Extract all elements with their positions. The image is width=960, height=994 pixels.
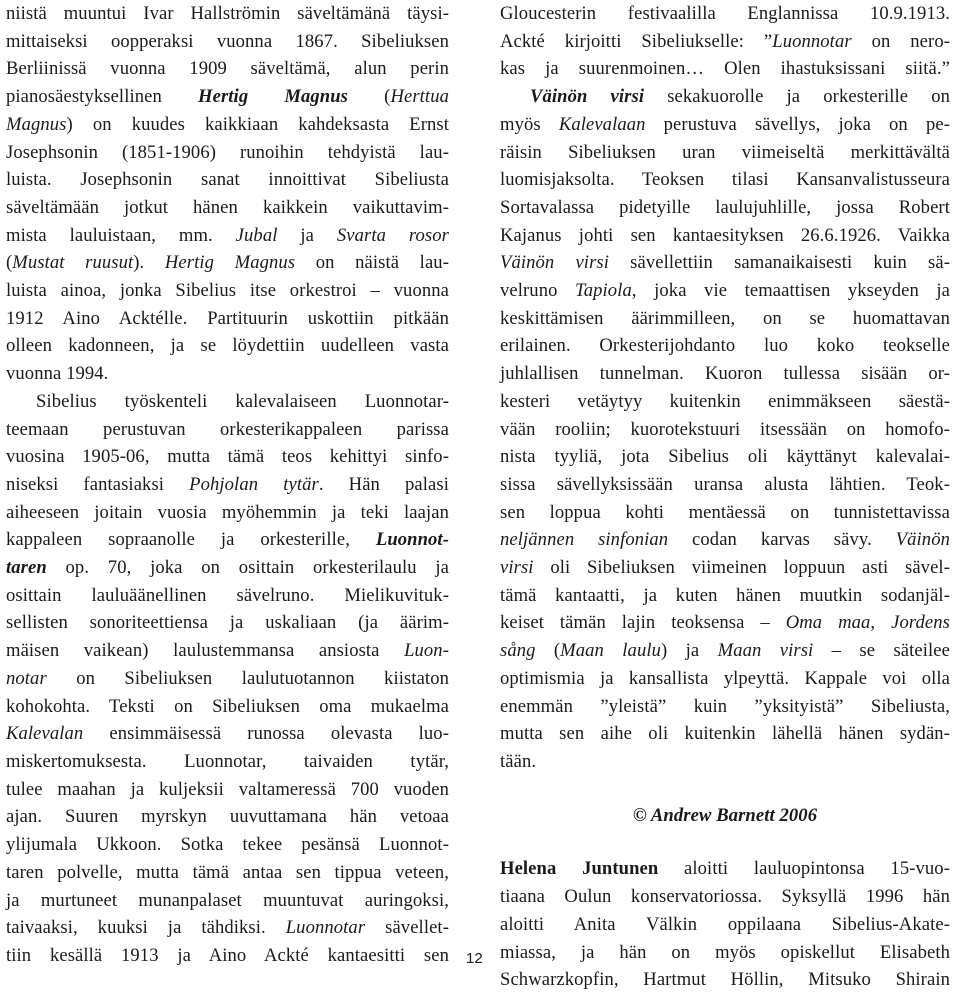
text-run: Väinön virsi	[530, 86, 645, 108]
text-run: ) ja	[661, 640, 718, 662]
text-line	[6, 720, 449, 748]
text-line	[500, 222, 950, 250]
text-line	[6, 582, 449, 610]
text-run: – se säteilee	[813, 640, 950, 662]
text-line	[500, 693, 950, 721]
text-run: ).	[133, 252, 165, 274]
text-run: nista tyyliä, jota Sibelius oli käyttänyt kalevalai-	[500, 446, 950, 468]
right-column	[500, 0, 950, 994]
text-line	[500, 388, 950, 416]
text-line	[500, 499, 950, 527]
text-line	[6, 554, 449, 582]
text-line	[6, 471, 449, 499]
text-line	[6, 139, 449, 167]
text-run: Oma maa	[785, 612, 871, 634]
text-run: velruno	[500, 280, 576, 302]
text-run: olleen kadonneen, ja se löydettiin uudelleen vasta	[6, 335, 449, 357]
text-line	[500, 665, 950, 693]
text-run: perustuva sävellys, joka on pe-	[645, 113, 950, 135]
text-line	[6, 776, 449, 804]
text-run: codan karvas sävy.	[668, 529, 896, 551]
text-run: Väinön	[895, 529, 950, 551]
text-line	[6, 194, 449, 222]
text-run: mutta sen aihe oli kuitenkin lähellä hänen sydän-	[500, 723, 950, 745]
text-run: Luon-	[404, 640, 449, 662]
text-run: on nero-	[851, 30, 951, 52]
text-run: kappaleen sopraanolle ja orkesterille,	[6, 529, 376, 551]
text-line	[6, 609, 449, 637]
text-line	[500, 883, 950, 911]
text-line	[6, 693, 449, 721]
text-run: Berliinissä vuonna 1909 säveltämä, alun perin	[6, 58, 449, 80]
text-run: tiaana Oulun konservatoriossa. Syksyllä 1996 hän	[500, 886, 950, 908]
text-run: kohokohta. Teksti on Sibeliuksen oma mukaelma	[6, 695, 449, 717]
text-line	[500, 855, 950, 883]
text-run: aloitti Anita Välkin oppilaana Sibelius-Akate-	[500, 913, 950, 935]
text-run: neljännen sinfonian	[500, 529, 669, 551]
text-line	[6, 360, 449, 388]
text-line	[500, 55, 950, 83]
text-line	[500, 582, 950, 610]
text-run: tulee maahan ja kuljeksii valtameressä 700 vuoden	[6, 778, 449, 800]
text-run: Magnus	[6, 113, 67, 135]
text-line	[500, 416, 950, 444]
text-run: juhlallisen tunnelman. Kuoron tullessa sisään or-	[500, 363, 950, 385]
text-run: sävellettiin samanaikaisesti kuin sä-	[609, 252, 950, 274]
text-run: Kalevalan	[6, 723, 84, 745]
text-line	[6, 332, 449, 360]
text-line	[6, 416, 449, 444]
text-run: Svarta rosor	[336, 224, 449, 246]
text-run: ja murtuneet munanpalaset muuntuvat auringoksi,	[6, 889, 449, 911]
text-run: sekakuorolle ja orkesterille on	[644, 86, 950, 108]
text-run: , joka vie temaattisen ykseyden ja	[631, 280, 950, 302]
text-run: miskertomuksesta. Luonnotar, taivaiden tytär,	[6, 750, 449, 772]
text-line	[500, 277, 950, 305]
text-line	[6, 111, 449, 139]
text-run: Väinön virsi	[500, 252, 610, 274]
text-line	[6, 388, 449, 416]
text-run: sen loppua kohti mentäessä on tunnistettavissa	[500, 501, 950, 523]
text-run: sävellet-	[365, 917, 449, 939]
text-run: vuosina 1905-06, mutta tämä teos kehittyi sinfo-	[6, 446, 449, 468]
text-run: Hertig Magnus	[164, 252, 296, 274]
text-run: oli Sibeliuksen viimeinen loppuun asti sävel-	[533, 557, 950, 579]
text-run: niistä muuntui Ivar Hallströmin säveltämänä täysi-	[6, 3, 449, 24]
text-run: (	[348, 86, 391, 108]
text-run: sång	[500, 640, 536, 662]
text-line	[6, 526, 449, 554]
text-run: mista lauluistaan, mm.	[6, 224, 236, 246]
text-line	[6, 803, 449, 831]
text-run: . Hän palasi	[318, 473, 449, 495]
text-line	[6, 499, 449, 527]
text-line	[6, 277, 449, 305]
text-line	[500, 966, 950, 994]
text-run: Herttua	[390, 86, 449, 108]
text-line	[500, 720, 950, 748]
text-run: luista. Josephsonin sanat innoittivat Sibeliusta	[6, 169, 449, 191]
text-run: vuonna 1994.	[6, 363, 109, 385]
text-line	[500, 166, 950, 194]
text-line	[500, 0, 950, 28]
text-line	[6, 28, 449, 56]
text-run: taren polvelle, mutta tämä antaa sen tippua veteen,	[6, 861, 449, 883]
text-run: op. 70, joka on osittain orkesterilaulu ja	[46, 557, 449, 579]
spacer	[500, 829, 950, 855]
text-line	[500, 637, 950, 665]
text-line	[500, 609, 950, 637]
text-line	[500, 305, 950, 333]
text-line	[500, 194, 950, 222]
text-run: ) on kuudes kaikkiaan kahdeksasta Ernst	[66, 113, 449, 135]
text-run: Josephsonin (1851-1906) runoihin tehdyistä lau-	[6, 141, 449, 163]
text-run: keiset tämän lajin teoksensa –	[500, 612, 786, 634]
spacer	[500, 776, 950, 802]
right-column-text	[500, 0, 950, 776]
text-run: Ackté kirjoitti Sibeliukselle: ”	[500, 30, 773, 52]
text-run: Kalevalaan	[558, 113, 646, 135]
text-line	[6, 859, 449, 887]
text-run: keskittämisen äärimmilleen, on se huomattavan	[500, 307, 950, 329]
text-run: erilainen. Orkesterijohdanto luo koko teokselle	[500, 335, 950, 357]
text-run: aloitti lauluopintonsa 15-vuo-	[658, 858, 950, 880]
text-line	[500, 28, 950, 56]
text-run: Sortavalassa pidetyille laulujuhlille, jossa Robert	[500, 196, 950, 218]
text-line	[6, 55, 449, 83]
text-run: on Sibeliuksen laulutuotannon kiistaton	[46, 667, 449, 689]
text-run: Mustat ruusut	[12, 252, 134, 274]
text-run: Luonnotar	[772, 30, 852, 52]
page-number: 12	[466, 950, 483, 967]
text-line	[6, 443, 449, 471]
text-line	[500, 526, 950, 554]
text-run: vään rooliin; kuorotekstuuri itsessään on homofo-	[500, 418, 950, 440]
text-line	[500, 748, 950, 776]
text-run: Tapiola	[575, 280, 632, 302]
text-line	[6, 914, 449, 942]
text-run: Sibelius työskenteli kalevalaiseen Luonnotar-	[36, 390, 449, 412]
text-line	[6, 0, 449, 28]
text-run: ja	[277, 224, 337, 246]
text-run: luista ainoa, jonka Sibelius itse orkestroi – vuonna	[6, 280, 449, 302]
text-run: taivaaksi, kuuksi ja tähdiksi.	[6, 917, 286, 939]
text-line	[6, 887, 449, 915]
text-run: taren	[6, 557, 47, 579]
left-column	[6, 0, 449, 970]
copyright-credit: © Andrew Barnett 2006	[632, 804, 818, 826]
text-run: niseksi fantasiaksi	[6, 473, 190, 495]
text-run: notar	[6, 667, 47, 689]
text-line	[500, 554, 950, 582]
text-run: Maan laulu	[560, 640, 662, 662]
text-run: optimismia ja kansallista ylpeyttä. Kappale voi olla	[500, 667, 950, 689]
text-run: tään.	[500, 750, 537, 772]
text-run: (	[6, 252, 13, 274]
text-run: Jordens	[891, 612, 950, 634]
text-run: teemaan perustuvan orkesterikappaleen parissa	[6, 418, 449, 440]
text-line	[500, 443, 950, 471]
text-run: Pohjolan tytär	[189, 473, 319, 495]
text-line	[500, 83, 950, 111]
text-run: ,	[870, 612, 892, 634]
text-line	[500, 939, 950, 967]
text-run: mäisen vaikean) laulustemmansa ansiosta	[6, 640, 405, 662]
text-line	[500, 111, 950, 139]
text-line	[6, 748, 449, 776]
text-run: Gloucesterin festivaalilla Englannissa 10.9.1913.	[500, 3, 950, 24]
text-run: luomisjaksolta. Teoksen tilasi Kansanvalistusseura	[500, 169, 950, 191]
text-run: mittaiseksi oopperaksi vuonna 1867. Sibeliuksen	[6, 30, 449, 52]
text-line	[500, 360, 950, 388]
text-run: kas ja suurenmoinen… Olen ihastuksissani siitä.”	[500, 58, 950, 80]
text-run: sellisten sonoriteettiensa ja uskaliaan (ja äärim-	[6, 612, 449, 634]
text-run: Kajanus johti sen kantaesityksen 26.6.1926. Vaikka	[500, 224, 950, 246]
text-run: Hertig Magnus	[198, 86, 349, 108]
text-line	[500, 911, 950, 939]
text-run: kesteri vetäytyy kuitenkin enimmäkseen säestä-	[500, 390, 950, 412]
text-run: Jubal	[235, 224, 278, 246]
text-line	[6, 637, 449, 665]
text-line	[6, 249, 449, 277]
text-line	[6, 305, 449, 333]
text-run: ajan. Suuren myrskyn uuvuttamana hän vetoaa	[6, 806, 449, 828]
text-run: tiin kesällä 1913 ja Aino Ackté kantaesitti sen	[6, 944, 449, 966]
text-run: Schwarzkopfin, Hartmut Höllin, Mitsuko Shirain	[500, 969, 950, 991]
text-run: Luonnot-	[375, 529, 449, 551]
text-run: miassa, ja hän on myös opiskellut Elisabeth	[500, 941, 950, 963]
biography-text	[500, 855, 950, 994]
text-line	[6, 942, 449, 970]
text-run: tämä kantaatti, ja kuten hänen muutkin sodanjäl-	[500, 584, 950, 606]
text-run: virsi	[500, 557, 534, 579]
text-line	[6, 83, 449, 111]
text-run: sissa sävellyksissään uransa alusta lähtien. Teok-	[500, 473, 950, 495]
text-line	[500, 471, 950, 499]
text-line	[500, 249, 950, 277]
text-line	[6, 166, 449, 194]
text-run: säveltämään jotkut hänen kaikkein vaikuttavim-	[6, 196, 449, 218]
text-run: osittain lauluäänellinen sävelruno. Mielikuvituk-	[6, 584, 449, 606]
text-run: ylijumala Ukkoon. Sotka tekee pesänsä Luonnot-	[6, 834, 449, 856]
text-line	[500, 139, 950, 167]
text-line	[6, 222, 449, 250]
text-run: Maan virsi	[717, 640, 814, 662]
text-run: enemmän ”yleistä” kuin ”yksityistä” Sibeliusta,	[500, 695, 950, 717]
text-run: aiheeseen joitain vuosia myöhemmin ja teki laajan	[6, 501, 449, 523]
text-run: Helena Juntunen	[500, 858, 659, 880]
text-run: räisin Sibeliuksen uran viimeiseltä merkittävältä	[500, 141, 950, 163]
text-run: (	[535, 640, 561, 662]
text-line	[500, 332, 950, 360]
text-run: Luonnotar	[285, 917, 366, 939]
text-line	[6, 831, 449, 859]
text-run: pianosäestyksellinen	[6, 86, 199, 108]
text-run: myös	[500, 113, 559, 135]
text-line	[6, 665, 449, 693]
text-run: on näistä lau-	[295, 252, 449, 274]
text-run: ensimmäisessä runossa olevasta luo-	[83, 723, 449, 745]
text-run: 1912 Aino Acktélle. Partituurin uskottiin pitkään	[6, 307, 449, 329]
